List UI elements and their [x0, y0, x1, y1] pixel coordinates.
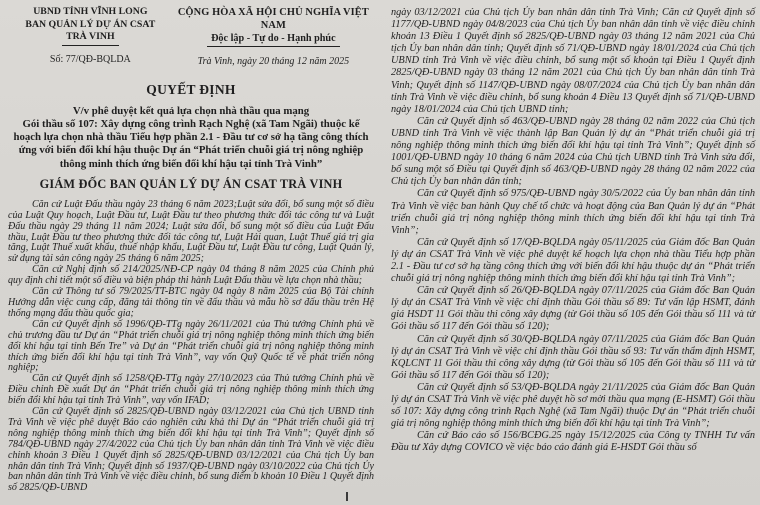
legal-basis-paragraph: Căn cứ Báo cáo số 156/BCĐG.25 ngày 15/12/2025 của Công ty TNHH Tư vấn Đầu tư Xây dựng COVICO về việc báo cáo đánh giá E-HSDT Gói thầu số [391, 430, 755, 454]
legal-basis-paragraph: Căn cứ Quyết định số 463/QĐ-UBND ngày 28 tháng 02 năm 2022 của Chủ tịch UBND tỉnh Trà Vinh về việc thành lập Ban Quản lý dự án “Phát triển chuỗi giá trị nông nghiệp thông minh thích ứng biến đổi khí hậu tại tỉnh Trà Vinh”; Quyết định số 1001/QĐ-UBND ngày 10 tháng 6 năm 2024 của Chủ tịch UBND tỉnh Trà Vinh sửa đổi, bổ sung một số Điều tại Quyết định số 463/QĐ-UBND ngày 28 tháng 02 năm 2022 của Chủ tịch Ủy ban nhân dân tỉnh; [391, 115, 755, 188]
decision-subject-body: Gói thầu số 107: Xây dựng công trình Rạch Nghệ (xã Tam Ngãi) thuộc kế hoạch lựa chọn nhà thầu Tiểu hợp phần 2.1 - Đầu tư cơ sở hạ tầng công thích ứng với biến đổi khí hậu thuộc Dự án “Phát triển chuỗi giá trị nông nghiệp thông minh thích ứng biến đổi khí hậu tại tỉnh Trà Vinh” [13, 118, 369, 170]
org-name-line3: TRÀ VINH [8, 31, 173, 46]
legal-basis-paragraph: Căn cứ Quyết định số 975/QĐ-UBND ngày 30/5/2022 của Ủy ban nhân dân tỉnh Trà Vinh về việc ban hành Quy chế tổ chức và hoạt động của Ban Quản lý dự án “Phát triển chuỗi giá trị nông nghiệp thông minh thích ứng biến đổi khí hậu tại tỉnh Trà Vinh”; [391, 188, 755, 236]
issuing-org-block [8, 6, 173, 67]
place-and-date: Trà Vinh, ngày 20 tháng 12 năm 2025 [197, 56, 350, 67]
left-column [8, 6, 374, 505]
legal-basis-paragraph: Căn cứ Quyết định số 30/QĐ-BQLDA ngày 07/11/2025 của Giám đốc Ban Quản lý dự án CSAT Trà Vinh về việc chỉ định thầu Gói thầu số 93: Tư vấn thẩm định HSMT, KQLCNT 11 Gói thầu thi công xây dựng (từ Gói thầu số 105 đến Gói thầu số 111 và từ Gói thầu số 117 đến Gói thầu số 120); [391, 333, 755, 381]
national-title: CỘNG HÒA XÃ HỘI CHỦ NGHĨA VIỆT NAM [177, 7, 369, 31]
decision-title-block [8, 82, 374, 192]
document-header [8, 6, 374, 67]
org-name-line1: UBND TỈNH VĨNH LONG [33, 6, 148, 17]
scan-artifact-mark [346, 492, 348, 501]
decision-subject-line: V/v phê duyệt kết quả lựa chọn nhà thầu qua mạng [72, 105, 310, 117]
national-motto: Độc lập - Tự do - Hạnh phúc [173, 32, 374, 47]
org-name-line2: BAN QUẢN LÝ DỰ ÁN CSAT [25, 18, 156, 30]
legal-basis-left [8, 200, 374, 494]
legal-basis-paragraph: Căn cứ Nghị định số 214/2025/NĐ-CP ngày 04 tháng 8 năm 2025 của Chính phủ quy định chi tiết một số điều và biện pháp thi hành Luật Đấu thầu về lựa chọn nhà thầu; [8, 264, 374, 287]
national-motto-block [173, 6, 374, 67]
decision-heading: QUYẾT ĐỊNH [146, 82, 236, 97]
right-column [391, 6, 755, 505]
legal-basis-paragraph: Căn cứ Quyết định số 53/QĐ-BQLDA ngày 21/11/2025 của Giám đốc Ban Quản lý dự án CSAT Trà Vinh về việc phê duyệt hồ sơ mời thầu qua mạng (E-HSMT) Gói thầu số 107: Xây dựng công trình Rạch Nghệ (xã Tam Ngãi) thuộc Dự án “Phát triển chuỗi giá trị nông nghiệp thông minh thích ứng biến đổi khí hậu tại tỉnh Trà Vinh”; [391, 381, 755, 430]
legal-basis-paragraph: Căn cứ Thông tư số 79/2025/TT-BTC ngày 04 ngày 8 năm 2025 của Bộ Tài chính Hướng dẫn việc cung cấp, đăng tải thông tin về đấu thầu và mẫu hồ sơ đấu thầu trên Hệ thống mạng đấu thầu quốc gia; [8, 286, 374, 319]
legal-basis-paragraph: Căn cứ Quyết định số 26/QĐ-BQLDA ngày 07/11/2025 của Giám đốc Ban Quản lý dự án CSAT Trà Vinh về việc chỉ định thầu Gói thầu số 89: Tư vấn lập HSMT, đánh giá HSDT 11 Gói thầu thi công xây dựng (từ Gói thầu số 105 đến Gói thầu số 111 và từ Gói thầu số 117 đến Gói thầu số 120); [391, 285, 755, 333]
legal-basis-paragraph: Căn cứ Quyết định số 17/QĐ-BQLDA ngày 05/11/2025 của Giám đốc Ban Quản lý dự án CSAT Trà Vinh về việc phê duyệt kế hoạch lựa chọn nhà thầu Tiểu hợp phần 2.1 - Đầu tư cơ sở hạ tầng công thích ứng với biến đổi khí hậu thuộc dự án “Phát triển chuỗi giá trị nông nghiệp thông minh thích ứng biến đổi khí hậu tại tỉnh Trà Vinh”; [391, 236, 755, 285]
document-number: Số: 77/QĐ-BQLDA [49, 53, 131, 65]
legal-basis-paragraph: Căn cứ Quyết định số 1258/QĐ-TTg ngày 27/10/2023 của Thủ tướng Chính phủ về Điều chỉnh Đề xuất Dự án “Phát triển chuỗi giá trị nông nghiệp thông minh thích ứng biến đổi khí hậu tại tỉnh Trà Vinh”, vay vốn IFAD; [8, 373, 374, 407]
legal-basis-paragraph: Căn cứ Luật Đấu thầu ngày 23 tháng 6 năm 2023;Luật sửa đổi, bổ sung một số điều của Luật Quy hoạch, Luật Đầu tư, Luật Đầu tư theo phương thức đối tác công tư và Luật Đấu thầu ngày 29 tháng 11 năm 2024; Luật sửa đổi, bổ sung một số điều của Luật Đấu thầu, Luật Đầu tư theo phương thức đối tác công tư, Luật Hải quan, Luật Thuế giá trị gia tăng, Luật Thuế xuất khẩu, thuế nhập khẩu, Luật Đầu tư, Luật Đầu tư công, Luật Quản lý, sử dụng tài sản công ngày 25 tháng 6 năm 2025; [8, 198, 374, 265]
legal-basis-paragraph: ngày 03/12/2021 của Chủ tịch Ủy ban nhân dân tỉnh Trà Vinh; Căn cứ Quyết định số 1177/QĐ-UBND ngày 04/8/2023 của Chủ tịch Ủy ban nhân dân tỉnh về việc điều chỉnh khoản 13 Điều 1 Quyết định số 2825/QĐ-UBND ngày 03 tháng 12 năm 2021 của Chủ tịch Ủy ban nhân dân tỉnh; Quyết định số 71/QĐ-UBND ngày 18/01/2024 của Chủ tịch UBND tỉnh Trà Vinh về việc điều chỉnh, bổ sung một số khoản tại Điều 1 Quyết định 2825/QĐ-UBND ngày 03 tháng 12 năm 2021 của Chủ tịch Ủy ban nhân dân tỉnh Trà Vinh; Quyết định số 1147/QĐ-UBND ngày 08/07/2024 của Chủ tịch Ủy ban nhân dân tỉnh Trà Vinh về việc điều chỉnh, bổ sung khoản 4 Điều 13 Quyết định số 71/QĐ-UBND ngày 18/01/2024 của Chủ tịch UBND tỉnh; [391, 7, 755, 115]
issuing-authority-line: GIÁM ĐỐC BAN QUẢN LÝ DỰ ÁN CSAT TRÀ VINH [39, 176, 343, 191]
legal-basis-paragraph: Căn cứ Quyết định số 1996/QĐ-TTg ngày 26/11/2021 của Thủ tướng Chính phủ về chủ trương đầu tư Dự án “Phát triển chuỗi giá trị nông nghiệp thông minh thích ứng biến đổi khí hậu tại tỉnh Bến Tre” và Dự án “Phát triển chuỗi giá trị nông nghiệp thông minh thích ứng biến đổi khí hậu tại tỉnh Trà Vinh”, vay vốn Quỹ Quốc tế về phát triển nông nghiệp; [8, 318, 374, 374]
legal-basis-paragraph: Căn cứ Quyết định số 2825/QĐ-UBND ngày 03/12/2021 của Chủ tịch UBND tỉnh Trà Vinh về việc phê duyệt Báo cáo nghiên cứu khả thi Dự án “Phát triển chuỗi giá trị nông nghiệp thông minh thích ứng biến đổi khí hậu tại tỉnh Trà Vinh”; Quyết định số 784/QĐ-UBND ngày 27/4/2022 của Chủ tịch Ủy ban nhân dân tỉnh Trà Vinh về việc điều chỉnh khoản 3 Điều 1 Quyết định số 2825/QĐ-UBND 03/12/2021 của Chủ tịch Ủy ban nhân dân tỉnh Trà Vinh; Quyết định số 1937/QĐ-UBND ngày 03/10/2022 của Chủ tịch Ủy ban nhân dân tỉnh Trà Vinh về việc điều chỉnh, bổ sung điểm b khoản 10 Điều 1 Quyết định số 2825/QĐ-UBND [8, 406, 374, 494]
